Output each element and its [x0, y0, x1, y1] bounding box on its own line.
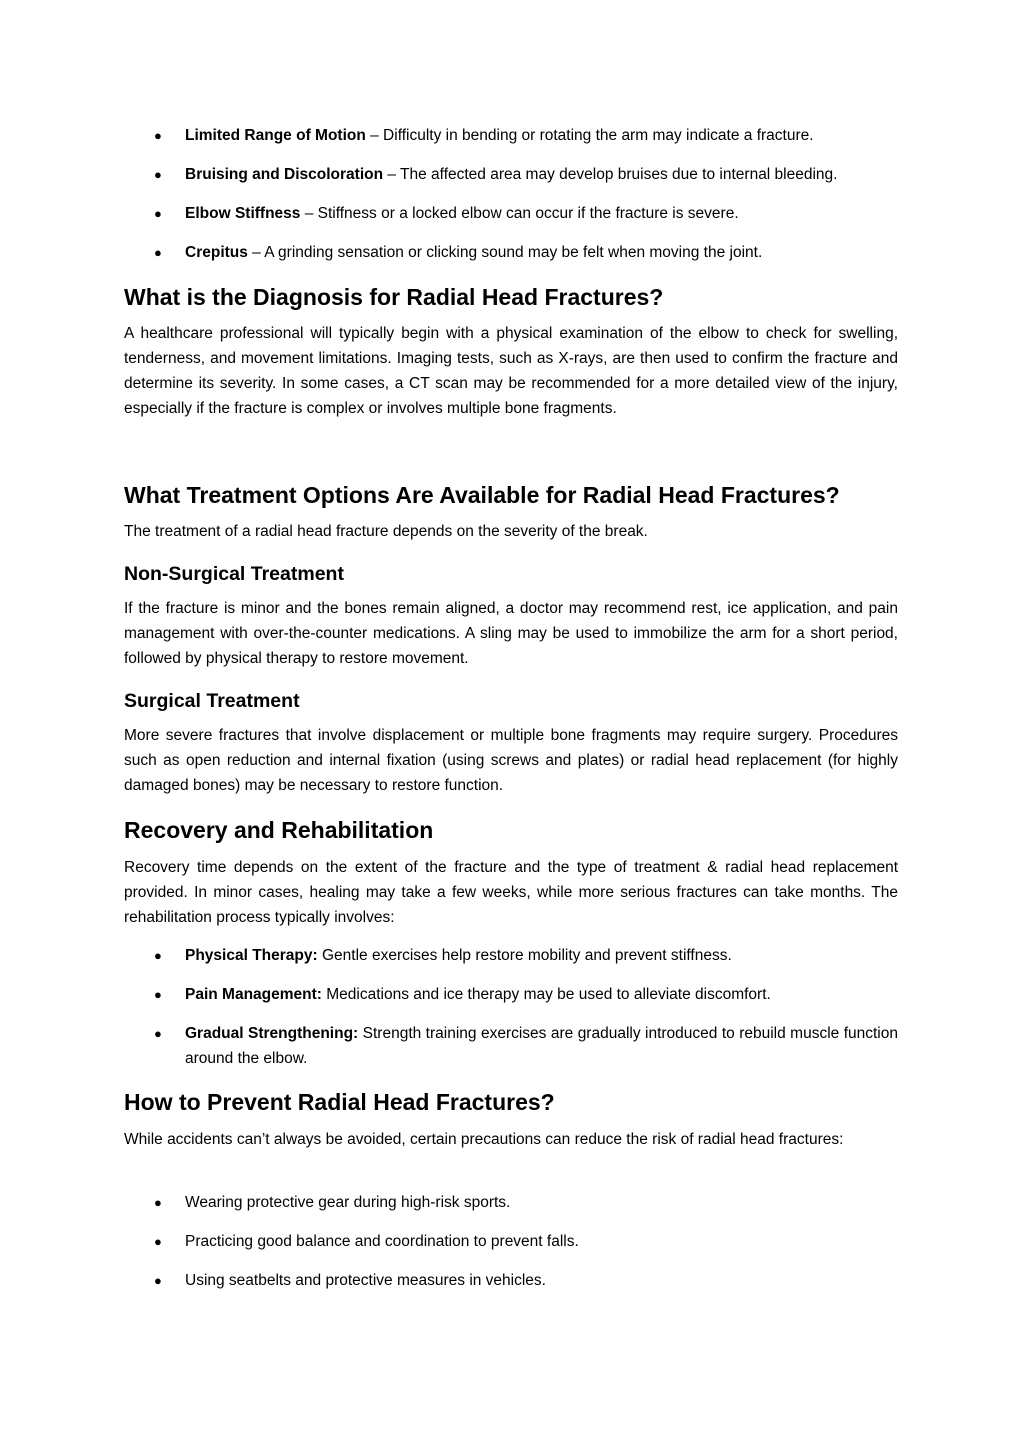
recovery-heading: Recovery and Rehabilitation: [124, 817, 434, 843]
bullet-icon: ●: [154, 987, 162, 1002]
list-item-term: Crepitus: [185, 244, 248, 261]
recovery-paragraph: Recovery time depends on the extent of the fracture and the type of treatment & radial head replacement provided. In minor cases, healing may take a few weeks, while more serious fractures can take months. The rehabilitation process typically involves:: [124, 859, 898, 926]
list-item-term: Pain Management:: [185, 986, 322, 1003]
bullet-icon: ●: [154, 1234, 162, 1249]
bullet-icon: ●: [154, 1026, 162, 1041]
treatment-intro: The treatment of a radial head fracture depends on the severity of the break.: [124, 523, 648, 540]
list-item: [124, 1229, 898, 1254]
bullet-icon: ●: [154, 245, 162, 260]
list-item: [124, 201, 898, 226]
list-item-text: – Difficulty in bending or rotating the arm may indicate a fracture.: [365, 127, 814, 144]
list-item: [124, 123, 898, 148]
treatment-heading: What Treatment Options Are Available for Radial Head Fractures?: [124, 482, 840, 508]
list-item: [124, 982, 898, 1007]
bullet-icon: ●: [154, 128, 162, 143]
list-item: [124, 240, 898, 265]
list-item-text: Strength training exercises are gradually introduced to rebuild muscle function around the elbow.: [185, 1025, 898, 1067]
list-item-term: Limited Range of Motion: [185, 127, 366, 144]
diagnosis-paragraph: A healthcare professional will typically begin with a physical examination of the elbow to check for swelling, tenderness, and movement limitations. Imaging tests, such as X-rays, are then used to confirm the fracture and determine its severity. In some cases, a CT scan may be recommended for a more detailed view of the injury, especially if the fracture is complex or involves multiple bone fragments.: [124, 325, 898, 417]
list-item-text: Gentle exercises help restore mobility and prevent stiffness.: [317, 947, 732, 964]
list-item: [124, 162, 898, 187]
list-item-term: Physical Therapy:: [185, 947, 318, 964]
bullet-icon: ●: [154, 206, 162, 221]
list-item: [124, 1268, 898, 1293]
list-item: [124, 1190, 898, 1215]
prevention-heading: How to Prevent Radial Head Fractures?: [124, 1089, 555, 1115]
surgical-heading: Surgical Treatment: [124, 690, 300, 712]
prevention-paragraph: While accidents can’t always be avoided, certain precautions can reduce the risk of radial head fractures:: [124, 1131, 844, 1148]
list-item-text: Wearing protective gear during high-risk sports.: [185, 1194, 511, 1211]
list-item-text: – A grinding sensation or clicking sound may be felt when moving the joint.: [247, 244, 763, 261]
bullet-icon: ●: [154, 1195, 162, 1210]
list-item-term: Elbow Stiffness: [185, 205, 301, 222]
diagnosis-heading: What is the Diagnosis for Radial Head Fractures?: [124, 284, 664, 310]
list-item-term: Bruising and Discoloration: [185, 166, 384, 183]
non-surgical-heading: Non-Surgical Treatment: [124, 563, 344, 585]
bullet-icon: ●: [154, 1273, 162, 1288]
list-item: [124, 1021, 898, 1071]
recovery-list: [124, 943, 898, 1071]
surgical-paragraph: More severe fractures that involve displacement or multiple bone fragments may require surgery. Procedures such as open reduction and internal fixation (using screws and plates) or radial head replacement (for highly damaged bones) may be necessary to restore function.: [124, 727, 898, 794]
bullet-icon: ●: [154, 948, 162, 963]
list-item-text: Using seatbelts and protective measures in vehicles.: [185, 1272, 546, 1289]
list-item-term: Gradual Strengthening:: [185, 1025, 359, 1042]
bullet-icon: ●: [154, 167, 162, 182]
list-item-text: Practicing good balance and coordination to prevent falls.: [185, 1233, 579, 1250]
list-item-text: – The affected area may develop bruises due to internal bleeding.: [383, 166, 838, 183]
list-item-text: – Stiffness or a locked elbow can occur if the fracture is severe.: [300, 205, 739, 222]
prevention-list: [124, 1190, 898, 1293]
list-item-text: Medications and ice therapy may be used to alleviate discomfort.: [321, 986, 771, 1003]
list-item: [124, 943, 898, 968]
symptoms-list: [124, 123, 898, 265]
non-surgical-paragraph: If the fracture is minor and the bones remain aligned, a doctor may recommend rest, ice application, and pain management with over-the-counter medications. A sling may be used to immobilize the arm for a short period, followed by physical therapy to restore movement.: [124, 600, 898, 667]
